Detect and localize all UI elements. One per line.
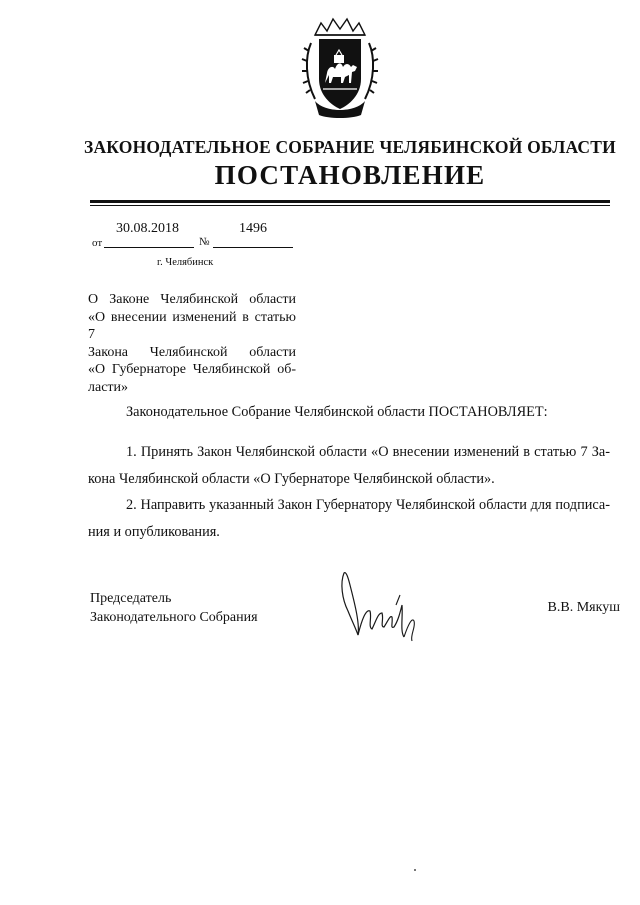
resolves-statement: Законодательное Собрание Челябинской области ПОСТАНОВЛЯЕТ: bbox=[126, 404, 548, 420]
signatory-title bbox=[90, 589, 258, 627]
document-date: 30.08.2018 bbox=[116, 221, 179, 236]
number-underline bbox=[213, 247, 293, 248]
coat-of-arms-icon bbox=[301, 17, 379, 121]
signatory-title-line-2: Законодательного Собрания bbox=[90, 610, 258, 625]
item-2-line-1: 2. Направить указанный Закон Губернатору Челябинской области для подписа- bbox=[126, 497, 610, 513]
subject-line: «О внесении изменений в статью 7 bbox=[88, 309, 296, 342]
header-rule-thin bbox=[90, 205, 610, 206]
date-underline bbox=[104, 247, 194, 248]
signatory-title-line-1: Председатель bbox=[90, 591, 172, 606]
signatory-name: В.В. Мякуш bbox=[547, 600, 620, 615]
document-number: 1496 bbox=[239, 221, 267, 236]
organization-name: ЗАКОНОДАТЕЛЬНОЕ СОБРАНИЕ ЧЕЛЯБИНСКОЙ ОБЛАСТИ bbox=[84, 137, 616, 157]
subject-block bbox=[88, 291, 296, 396]
scan-dot bbox=[414, 869, 416, 871]
subject-line: Закона Челябинской области bbox=[88, 344, 296, 360]
subject-line: О Законе Челябинской области bbox=[88, 292, 296, 307]
document-type-title: ПОСТАНОВЛЕНИЕ bbox=[214, 160, 486, 190]
item-1-paragraph bbox=[88, 439, 610, 492]
item-2-line-2: ния и опубликования. bbox=[88, 523, 220, 540]
header-rule-thick bbox=[90, 200, 610, 203]
subject-line: «О Губернаторе Челябинской об- bbox=[88, 362, 296, 377]
subject-line: ласти» bbox=[88, 379, 129, 395]
number-prefix-label: № bbox=[199, 236, 210, 248]
item-1-line-2: кона Челябинской области «О Губернаторе Челябинской области». bbox=[88, 470, 495, 487]
date-prefix-label: от bbox=[92, 237, 103, 249]
item-1-line-1: 1. Принять Закон Челябинской области «О внесении изменений в статью 7 За- bbox=[126, 444, 610, 460]
handwritten-signature bbox=[330, 565, 430, 645]
city-label: г. Челябинск bbox=[157, 257, 214, 268]
item-2-paragraph bbox=[88, 492, 610, 545]
